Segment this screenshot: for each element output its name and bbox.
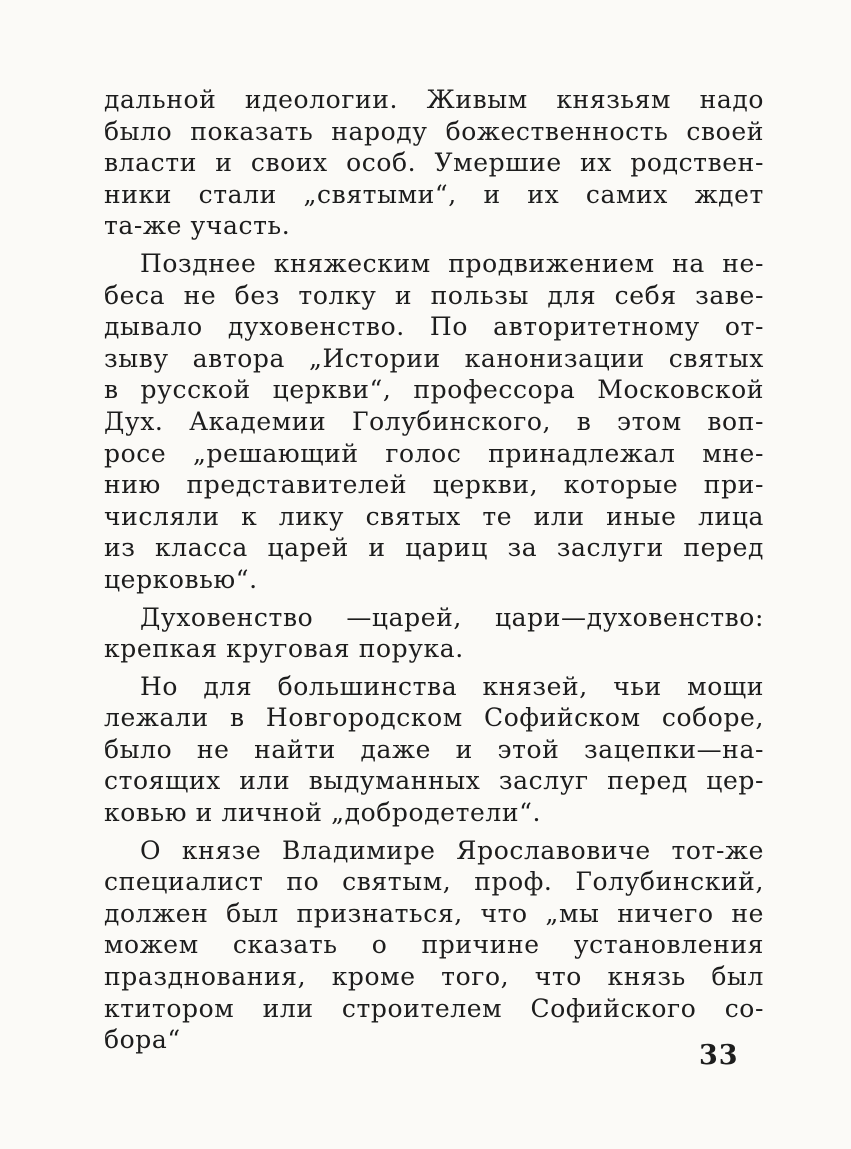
text-line: крепкая круговая порука.	[104, 634, 464, 664]
text-line: Но для большинства князей, чьи мощи	[140, 671, 764, 701]
text-line: та-же участь.	[104, 211, 291, 241]
text-line: было показать народу божественность своей	[104, 116, 764, 146]
text-line: из класса царей и цариц за заслуги перед	[104, 533, 764, 563]
text-line: числяли к лику святых те или иные лица	[104, 501, 764, 531]
text-line: дальной идеологии. Живым князьям надо	[104, 85, 764, 114]
text-line: росе „решающий голос принадлежал мне-	[104, 438, 764, 468]
text-line: в русской церкви“, профессора Московской	[104, 375, 764, 405]
text-line: празднования, кроме того, что князь был	[104, 962, 764, 992]
text-line: О князе Владимире Ярославовиче тот-же	[140, 835, 764, 865]
text-line: Духовенство —царей, цари—духовенство:	[140, 602, 764, 632]
text-line: ковью и личной „добродетели“.	[104, 798, 542, 828]
text-line: зыву автора „Истории канонизации святых	[104, 343, 764, 373]
text-line: лежали в Новгородском Софийском соборе,	[104, 703, 764, 733]
text-line: было не найти даже и этой зацепки—на-	[104, 734, 764, 764]
text-line: Дух. Академии Голубинского, в этом воп-	[104, 406, 764, 436]
text-line: ники стали „святыми“, и их самих ждет	[104, 179, 764, 209]
body-text	[104, 84, 764, 1056]
text-line: беса не без толку и пользы для себя заве-	[104, 280, 764, 310]
text-line: ктитором или строителем Софийского со-	[104, 993, 764, 1023]
text-line: специалист по святым, проф. Голубинский,	[104, 867, 764, 897]
text-line: бора“	[104, 1025, 181, 1055]
text-line: можем сказать о причине установления	[104, 930, 764, 960]
text-line: Позднее княжеским продвижением на не-	[140, 248, 764, 278]
text-line: стоящих или выдуманных заслуг перед цер-	[104, 766, 764, 796]
text-line: дывало духовенство. По авторитетному от-	[104, 312, 764, 342]
text-line: должен был признаться, что „мы ничего не	[104, 898, 764, 928]
text-line: церковью“.	[104, 564, 258, 594]
text-line: власти и своих особ. Умершие их родствен-	[104, 148, 764, 178]
page-number: 33	[699, 1040, 739, 1071]
text-line: нию представителей церкви, которые при-	[104, 470, 764, 500]
